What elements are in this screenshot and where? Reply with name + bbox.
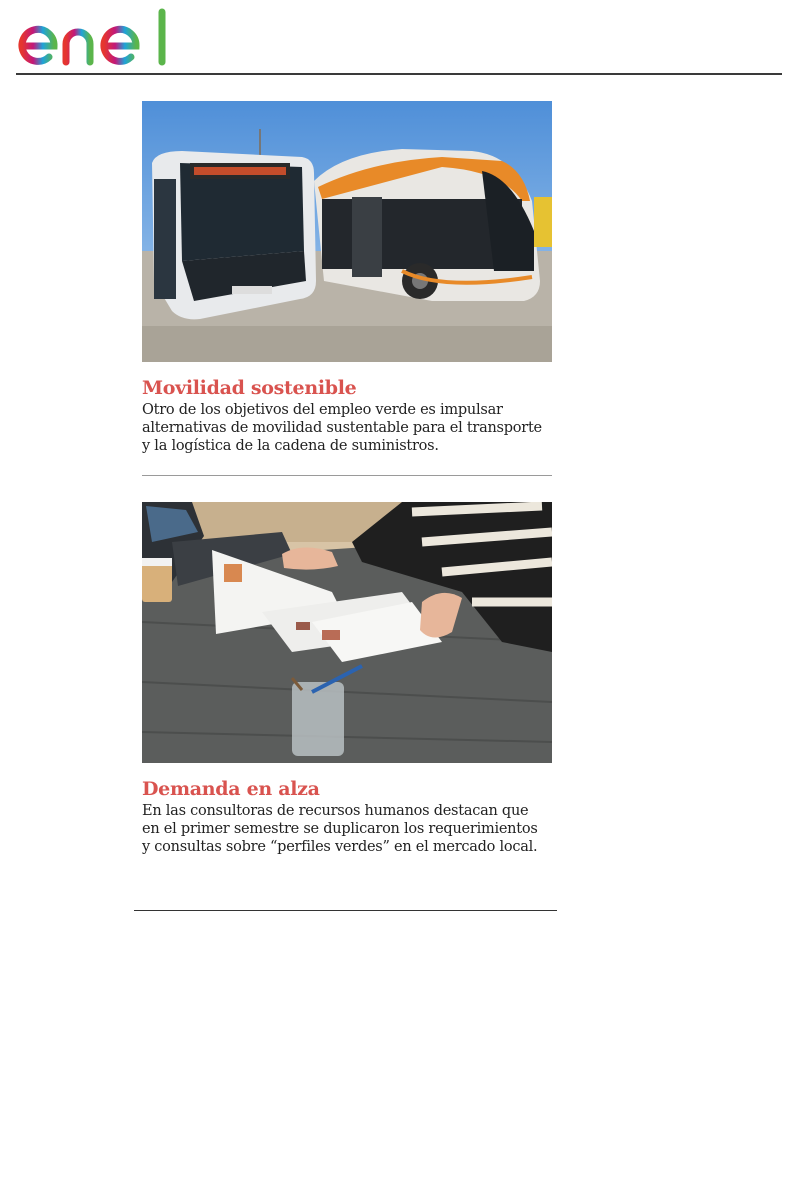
- bus-photo: [142, 101, 552, 362]
- headline-movilidad: Movilidad sostenible: [142, 377, 357, 399]
- body-line: y consultas sobre “perfiles verdes” en el mercado local.: [142, 839, 538, 855]
- enel-logo: [16, 6, 176, 68]
- body-line: En las consultoras de recursos humanos destacan que: [142, 803, 529, 819]
- desk-photo: [142, 502, 552, 763]
- article-divider: [142, 475, 552, 476]
- body-line: alternativas de movilidad sustentable para el transporte: [142, 420, 542, 436]
- header-rule: [16, 73, 782, 75]
- article-body-movilidad: [142, 401, 562, 455]
- article-body-demanda: [142, 802, 562, 856]
- body-line: y la logística de la cadena de suministros.: [142, 438, 439, 454]
- body-line: en el primer semestre se duplicaron los requerimientos: [142, 821, 538, 837]
- body-line: Otro de los objetivos del empleo verde es impulsar: [142, 402, 503, 418]
- headline-demanda: Demanda en alza: [142, 778, 320, 800]
- footer-rule: [134, 910, 557, 911]
